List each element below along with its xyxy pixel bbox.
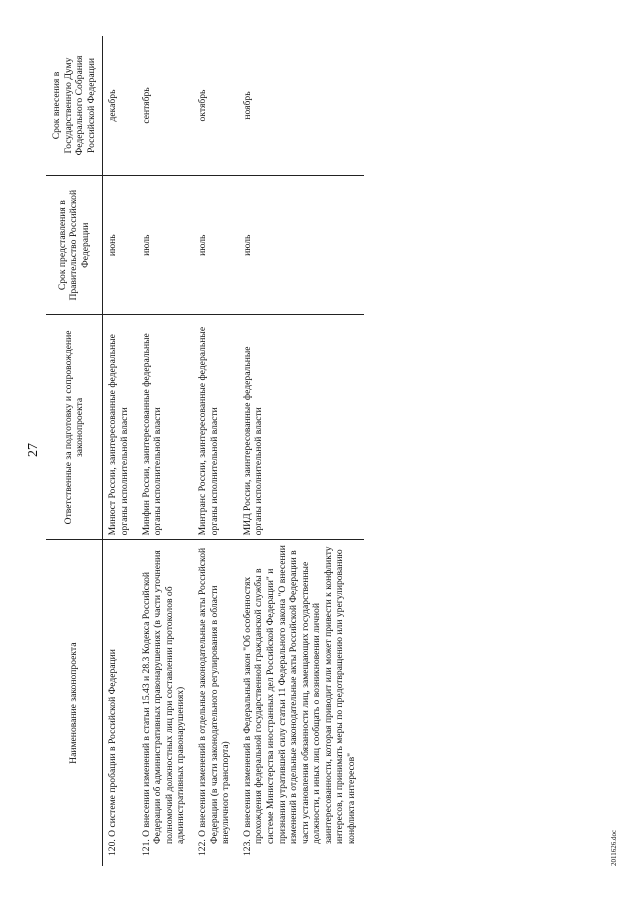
header-duma-term: Срок внесения в Государственную Думу Федерального Собрания Российской Федерации — [46, 36, 103, 175]
bill-responsible: Минтранс России, заинтересованные федеральные органы исполнительной власти — [193, 315, 238, 540]
bill-responsible: Минфин России, заинтересованные федеральные органы исполнительной власти — [137, 315, 193, 540]
bills-table — [46, 36, 364, 866]
table-row — [193, 36, 238, 866]
header-gov-term: Срок представления в Правительство Российской Федерации — [46, 175, 103, 314]
bill-responsible: Минюст России, заинтересованные федеральные органы исполнительной власти — [103, 315, 137, 540]
bill-name: 122. О внесении изменений в отдельные законодательные акты Российской Федерации (в части законодательного регулирования в области внеуличного транспорта) — [196, 547, 232, 856]
table-row — [238, 36, 364, 866]
bill-name: 121. О внесении изменений в статьи 15.43 и 28.3 Кодекса Российской Федерации об административных правонарушениях (в части уточнения полномочий должностных лиц при составлении протоколов об административных правонарушениях) — [140, 550, 187, 856]
table-row — [103, 36, 137, 866]
bill-duma-term: октябрь — [193, 36, 238, 175]
header-responsible: Ответственные за подготовку и сопровождение законопроекта — [46, 315, 103, 540]
bill-duma-term: декабрь — [103, 36, 137, 175]
bill-responsible: МИД России, заинтересованные федеральные органы исполнительной власти — [238, 315, 364, 540]
rotated-page — [18, 10, 628, 890]
table-header-row — [46, 36, 103, 866]
bill-name: 123. О внесении изменений в Федеральный закон "Об особенностях прохождения федеральной государственной гражданской службы в системе Министерства иностранных дел Российской Федерации" и признании утратившей силу статьи 11 Федерального закона "О внесении изменений в отдельные законодательные акты Российской Федерации в части установления обязанности лиц, замещающих государственные должности, и иных лиц сообщать о возникновении личной заинтересованности, которая приводит или может привести к конфликту интересов, и принимать меры по предотвращению или урегулированию конфликта интересов" — [241, 545, 358, 856]
header-bill-name: Наименование законопроекта — [46, 540, 103, 866]
bill-name: 120. О системе пробации в Российской Федерации — [107, 649, 119, 856]
bill-gov-term: июль — [193, 175, 238, 314]
bill-gov-term: июнь — [103, 175, 137, 314]
bill-gov-term: июль — [137, 175, 193, 314]
bill-gov-term: июль — [238, 175, 364, 314]
bill-duma-term: сентябрь — [137, 36, 193, 175]
document-code: 2011626.doc — [610, 829, 618, 866]
bill-duma-term: ноябрь — [238, 36, 364, 175]
table-row — [137, 36, 193, 866]
page-number: 27 — [26, 443, 41, 457]
